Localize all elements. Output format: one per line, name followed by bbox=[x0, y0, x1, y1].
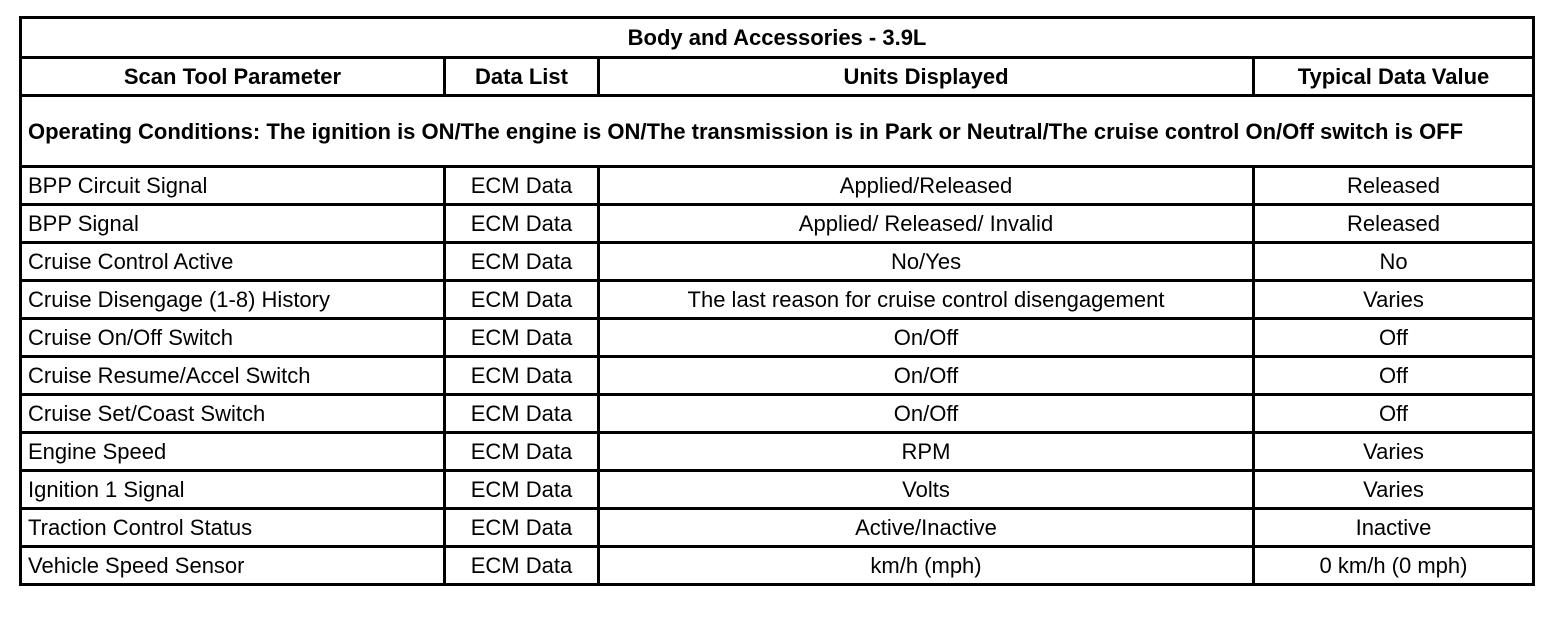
cell-typical-value: Varies bbox=[1254, 471, 1534, 509]
table-row bbox=[21, 547, 1534, 585]
cell-parameter: Ignition 1 Signal bbox=[21, 471, 445, 509]
cell-typical-value: Off bbox=[1254, 319, 1534, 357]
table-row bbox=[21, 509, 1534, 547]
cell-data-list: ECM Data bbox=[445, 167, 599, 205]
cell-parameter: Cruise Disengage (1-8) History bbox=[21, 281, 445, 319]
column-header-scan-tool-parameter: Scan Tool Parameter bbox=[21, 58, 445, 96]
cell-typical-value: Varies bbox=[1254, 281, 1534, 319]
cell-data-list: ECM Data bbox=[445, 281, 599, 319]
cell-typical-value: No bbox=[1254, 243, 1534, 281]
table-row bbox=[21, 167, 1534, 205]
cell-parameter: Cruise Control Active bbox=[21, 243, 445, 281]
cell-typical-value: Released bbox=[1254, 205, 1534, 243]
cell-parameter: Traction Control Status bbox=[21, 509, 445, 547]
table-title-row bbox=[21, 18, 1534, 58]
table-row bbox=[21, 243, 1534, 281]
cell-units: Applied/Released bbox=[599, 167, 1254, 205]
cell-units: RPM bbox=[599, 433, 1254, 471]
table-row bbox=[21, 395, 1534, 433]
table-row bbox=[21, 281, 1534, 319]
column-header-data-list: Data List bbox=[445, 58, 599, 96]
cell-data-list: ECM Data bbox=[445, 357, 599, 395]
cell-data-list: ECM Data bbox=[445, 433, 599, 471]
cell-units: On/Off bbox=[599, 357, 1254, 395]
table-header-row bbox=[21, 58, 1534, 96]
cell-typical-value: Inactive bbox=[1254, 509, 1534, 547]
scan-tool-data-table bbox=[19, 16, 1535, 586]
cell-parameter: Cruise Set/Coast Switch bbox=[21, 395, 445, 433]
cell-units: No/Yes bbox=[599, 243, 1254, 281]
table-row bbox=[21, 471, 1534, 509]
cell-data-list: ECM Data bbox=[445, 547, 599, 585]
cell-data-list: ECM Data bbox=[445, 319, 599, 357]
cell-units: Applied/ Released/ Invalid bbox=[599, 205, 1254, 243]
cell-units: On/Off bbox=[599, 319, 1254, 357]
cell-typical-value: Off bbox=[1254, 357, 1534, 395]
cell-units: Volts bbox=[599, 471, 1254, 509]
cell-units: km/h (mph) bbox=[599, 547, 1254, 585]
cell-data-list: ECM Data bbox=[445, 509, 599, 547]
cell-parameter: Vehicle Speed Sensor bbox=[21, 547, 445, 585]
cell-data-list: ECM Data bbox=[445, 395, 599, 433]
table-title: Body and Accessories - 3.9L bbox=[21, 18, 1534, 58]
column-header-typical-data-value: Typical Data Value bbox=[1254, 58, 1534, 96]
cell-units: Active/Inactive bbox=[599, 509, 1254, 547]
cell-typical-value: Off bbox=[1254, 395, 1534, 433]
cell-typical-value: Released bbox=[1254, 167, 1534, 205]
cell-parameter: Engine Speed bbox=[21, 433, 445, 471]
table-row bbox=[21, 205, 1534, 243]
cell-parameter: Cruise On/Off Switch bbox=[21, 319, 445, 357]
cell-data-list: ECM Data bbox=[445, 471, 599, 509]
column-header-units-displayed: Units Displayed bbox=[599, 58, 1254, 96]
cell-parameter: Cruise Resume/Accel Switch bbox=[21, 357, 445, 395]
cell-typical-value: Varies bbox=[1254, 433, 1534, 471]
cell-parameter: BPP Circuit Signal bbox=[21, 167, 445, 205]
table-row bbox=[21, 433, 1534, 471]
operating-conditions-row bbox=[21, 96, 1534, 167]
table-row bbox=[21, 319, 1534, 357]
cell-typical-value: 0 km/h (0 mph) bbox=[1254, 547, 1534, 585]
operating-conditions: Operating Conditions: The ignition is ON/The engine is ON/The transmission is in Park or Neutral/The cruise control On/Off switch is OFF bbox=[21, 96, 1534, 167]
cell-units: The last reason for cruise control disengagement bbox=[599, 281, 1254, 319]
table-row bbox=[21, 357, 1534, 395]
cell-units: On/Off bbox=[599, 395, 1254, 433]
cell-data-list: ECM Data bbox=[445, 243, 599, 281]
cell-parameter: BPP Signal bbox=[21, 205, 445, 243]
cell-data-list: ECM Data bbox=[445, 205, 599, 243]
